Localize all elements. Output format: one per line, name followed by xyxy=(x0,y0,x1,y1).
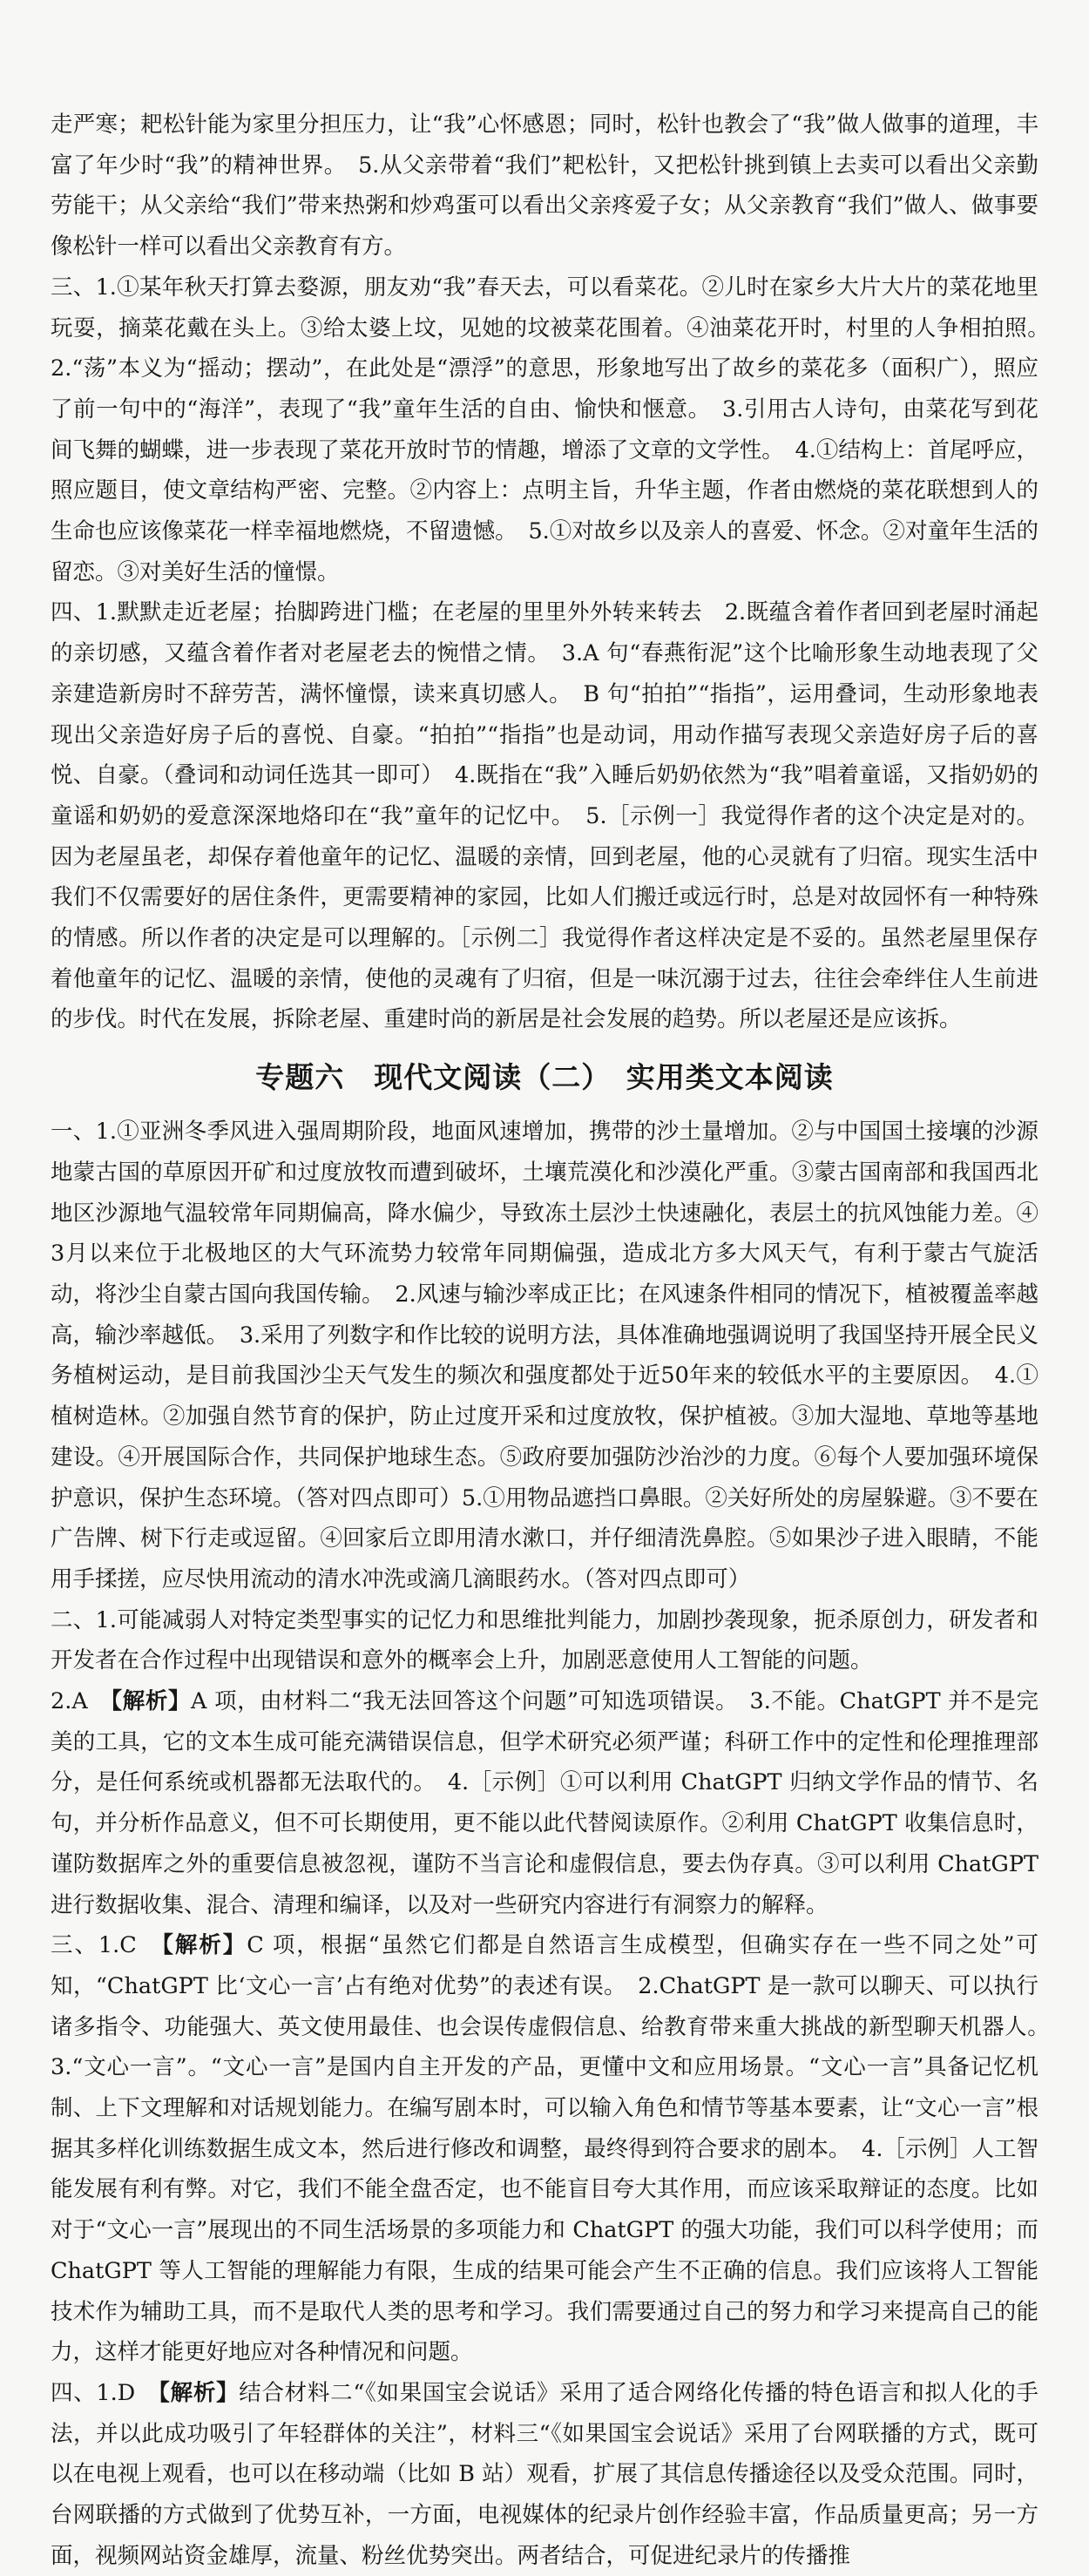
answer-text: 结合材料二“《如果国宝会说话》采用了适合网络化传播的特色语言和拟人化的手法，并以此成功吸引了年轻群体的关注”，材料三“《如果国宝会说话》采用了台网联播的方式，既可以在电视上观看，也可以在移动端（比如 B 站）观看，扩展了其信息传播途径以及受众范围。同时，台网联播的方式做到了优势互补，一方面，电视媒体的纪录片创作经验丰富，作品质量更高；另一方面，视频网站资金雄厚，流量、粉丝优势突出。两者结合，可促进纪录片的传播推 xyxy=(51,2379,1038,2569)
analysis-label: 【解析】 xyxy=(162,1932,247,1959)
answer-section-rapeseed-flowers xyxy=(51,267,1061,593)
answer-text: 一、1.①亚洲冬季风进入强周期阶段，地面风速增加，携带的沙土量增加。②与中国国土接壤的沙源地蒙古国的草原因开矿和过度放牧而遭到破坏，土壤荒漠化和沙漠化严重。③蒙古国南部和我国西北地区沙源地气温较常年同期偏高，降水偏少，导致冻土层沙土快速融化，表层土的抗风蚀能力差。④3月以来位于北极地区的大气环流势力较常年同期偏强，造成北方多大风天气，有利于蒙古气旋活动，将沙尘自蒙古国向我国传输。 2.风速与输沙率成正比；在风速条件相同的情况下，植被覆盖率越高，输沙率越低。 3.采用了列数字和作比较的说明方法，具体准确地强调说明了我国坚持开展全民义务植树运动，是目前我国沙尘天气发生的频次和强度都处于近50年来的较低水平的主要原因。 4.①植树造林。②加强自然节育的保护，防止过度开采和过度放牧，保护植被。③加大湿地、草地等基地建设。④开展国际合作，共同保护地球生态。⑤政府要加强防沙治沙的力度。⑥每个人要加强环境保护意识，保护生态环境。（答对四点即可）5.①用物品遮挡口鼻眼。②关好所处的房屋躲避。③不要在广告牌、树下行走或逗留。④回家后立即用清水漱口，并仔细清洗鼻腔。⑤如果沙子进入眼睛，不能用手揉搓，应尽快用流动的清水冲洗或滴几滴眼药水。（答对四点即可） xyxy=(51,1119,1038,1592)
answer-section-pine-needles xyxy=(51,105,1038,267)
answer-text: C 项，根据“虽然它们都是自然语言生成模型，但确实存在一些不同之处”可知，“ChatGPT 比‘文心一言’占有绝对优势”的表述有误。 2.ChatGPT 是一款可以聊天、可以执行诸多指令、功能强大、英文使用最佳、也会误传虚假信息、给教育带来重大挑战的新型聊天机器人。 3.“文心一言”。“文心一言”是国内自主开发的产品，更懂中文和应用场景。“文心一言”具备记忆机制、上下文理解和对话规划能力。在编写剧本时，可以输入角色和情节等基本要素，让“文心一言”根据其多样化训练数据生成文本，然后进行修改和调整，最终得到符合要求的剧本。 4.［示例］人工智能发展有利有弊。对它，我们不能全盘否定，也不能盲目夸大其作用，而应该采取辩证的态度。比如对于“文心一言”展现出的不同生活场景的多项能力和 ChatGPT 的强大功能，我们可以科学使用；而 ChatGPT 等人工智能的理解能力有限，生成的结果可能会产生不正确的信息。我们应该将人工智能技术作为辅助工具，而不是取代人类的思考和学习。我们需要通过自己的努力和学习来提高自己的能力，这样才能更好地应对各种情况和问题。 xyxy=(51,1932,1061,2366)
answer-text: A 项，由材料二“我无法回答这个问题”可知选项错误。 3.不能。ChatGPT 并不是完美的工具，它的文本生成可能充满错误信息，但学术研究必须严谨；科研工作中的定性和伦理推理部分，是任何系统或机器都无法取代的。 4.［示例］①可以利用 ChatGPT 归纳文学作品的情节、名句，并分析作品意义，但不可长期使用，更不能以此代替阅读原作。②利用 ChatGPT 收集信息时，谨防数据库之外的重要信息被忽视，谨防不当言论和虚假信息，要去伪存真。③可以利用 ChatGPT 进行数据收集、混合、清理和编译，以及对一些研究内容进行有洞察力的解释。 xyxy=(51,1688,1039,1918)
answer-section-ai-risks xyxy=(51,1600,1038,1681)
answer-section-chatgpt xyxy=(51,1681,1038,1925)
section-heading: 专题六 现代文阅读（二） 实用类文本阅读 xyxy=(255,1060,834,1095)
answer-section-sandstorm xyxy=(51,1112,1038,1599)
answer-section-national-treasure xyxy=(51,2373,1038,2576)
answer-section-ernie-bot xyxy=(51,1925,1061,2373)
answer-text: 走严寒；耙松针能为家里分担压力，让“我”心怀感恩；同时，松针也教会了“我”做人做事的道理，丰富了年少时“我”的精神世界。 5.从父亲带着“我们”耙松针，又把松针挑到镇上去卖可以看出父亲勤劳能干；从父亲给“我们”带来热粥和炒鸡蛋可以看出父亲疼爱子女；从父亲教育“我们”做人、做事要像松针一样可以看出父亲教育有方。 xyxy=(51,112,1038,260)
analysis-label: 【解析】 xyxy=(111,1688,192,1715)
answer-text: 四、1.默默走近老屋；抬脚跨进门槛；在老屋的里里外外转来转去 2.既蕴含着作者回到老屋时涌起的亲切感，又蕴含着作者对老屋老去的惋惜之情。 3.A 句“春燕衔泥”这个比喻形象生动地表现了父亲建造新房时不辞劳苦，满怀憧憬，读来真切感人。 B 句“拍拍”“指指”，运用叠词，生动形象地表现出父亲造好房子后的喜悦、自豪。“拍拍”“指指”也是动词，用动作描写表现父亲造好房子后的喜悦、自豪。（叠词和动词任选其一即可） 4.既指在“我”入睡后奶奶依然为“我”唱着童谣，又指奶奶的童谣和奶奶的爱意深深地烙印在“我”童年的记忆中。 5.［示例一］我觉得作者的这个决定是对的。因为老屋虽老，却保存着他童年的记忆、温暖的亲情，回到老屋，他的心灵就有了归宿。现实生活中我们不仅需要好的居住条件，更需要精神的家园，比如人们搬迁或远行时，总是对故园怀有一种特殊的情感。所以作者的决定是可以理解的。［示例二］我觉得作者这样决定是不妥的。虽然老屋里保存着他童年的记忆、温暖的亲情，使他的灵魂有了归宿，但是一味沉溺于过去，往往会牵绊住人生前进的步伐。时代在发展，拆除老屋、重建时尚的新居是社会发展的趋势。所以老屋还是应该拆。 xyxy=(51,599,1038,1033)
answer-text: 二、1.可能减弱人对特定类型事实的记忆力和思维批判能力，加剧抄袭现象，扼杀原创力，研发者和开发者在合作过程中出现错误和意外的概率会上升，加剧恶意使用人工智能的问题。 xyxy=(51,1606,1038,1674)
answer-text: 三、1.①某年秋天打算去婺源，朋友劝“我”春天去，可以看菜花。②儿时在家乡大片大片的菜花地里玩耍，摘菜花戴在头上。③给太婆上坟，见她的坟被菜花围着。④油菜花开时，村里的人争相拍照。 2.“荡”本义为“摇动；摆动”，在此处是“漂浮”的意思，形象地写出了故乡的菜花多（面积广），照应了前一句中的“海洋”，表现了“我”童年生活的自由、愉快和惬意。 3.引用古人诗句，由菜花写到花间飞舞的蝴蝶，进一步表现了菜花开放时节的情趣，增添了文章的文学性。 4.①结构上：首尾呼应，照应题目，使文章结构严密、完整。②内容上：点明主旨，升华主题，作者由燃烧的菜花联想到人的生命也应该像菜花一样幸福地燃烧，不留遗憾。 5.①对故乡以及亲人的喜爱、怀念。②对童年生活的留恋。③对美好生活的憧憬。 xyxy=(51,274,1061,585)
answer-prefix: 三、1.C xyxy=(51,1932,163,1959)
answer-prefix: 四、1.D xyxy=(51,2379,159,2406)
analysis-label: 【解析】 xyxy=(159,2379,240,2406)
answer-section-old-house xyxy=(51,592,1038,1040)
answer-prefix: 2.A xyxy=(51,1688,112,1715)
